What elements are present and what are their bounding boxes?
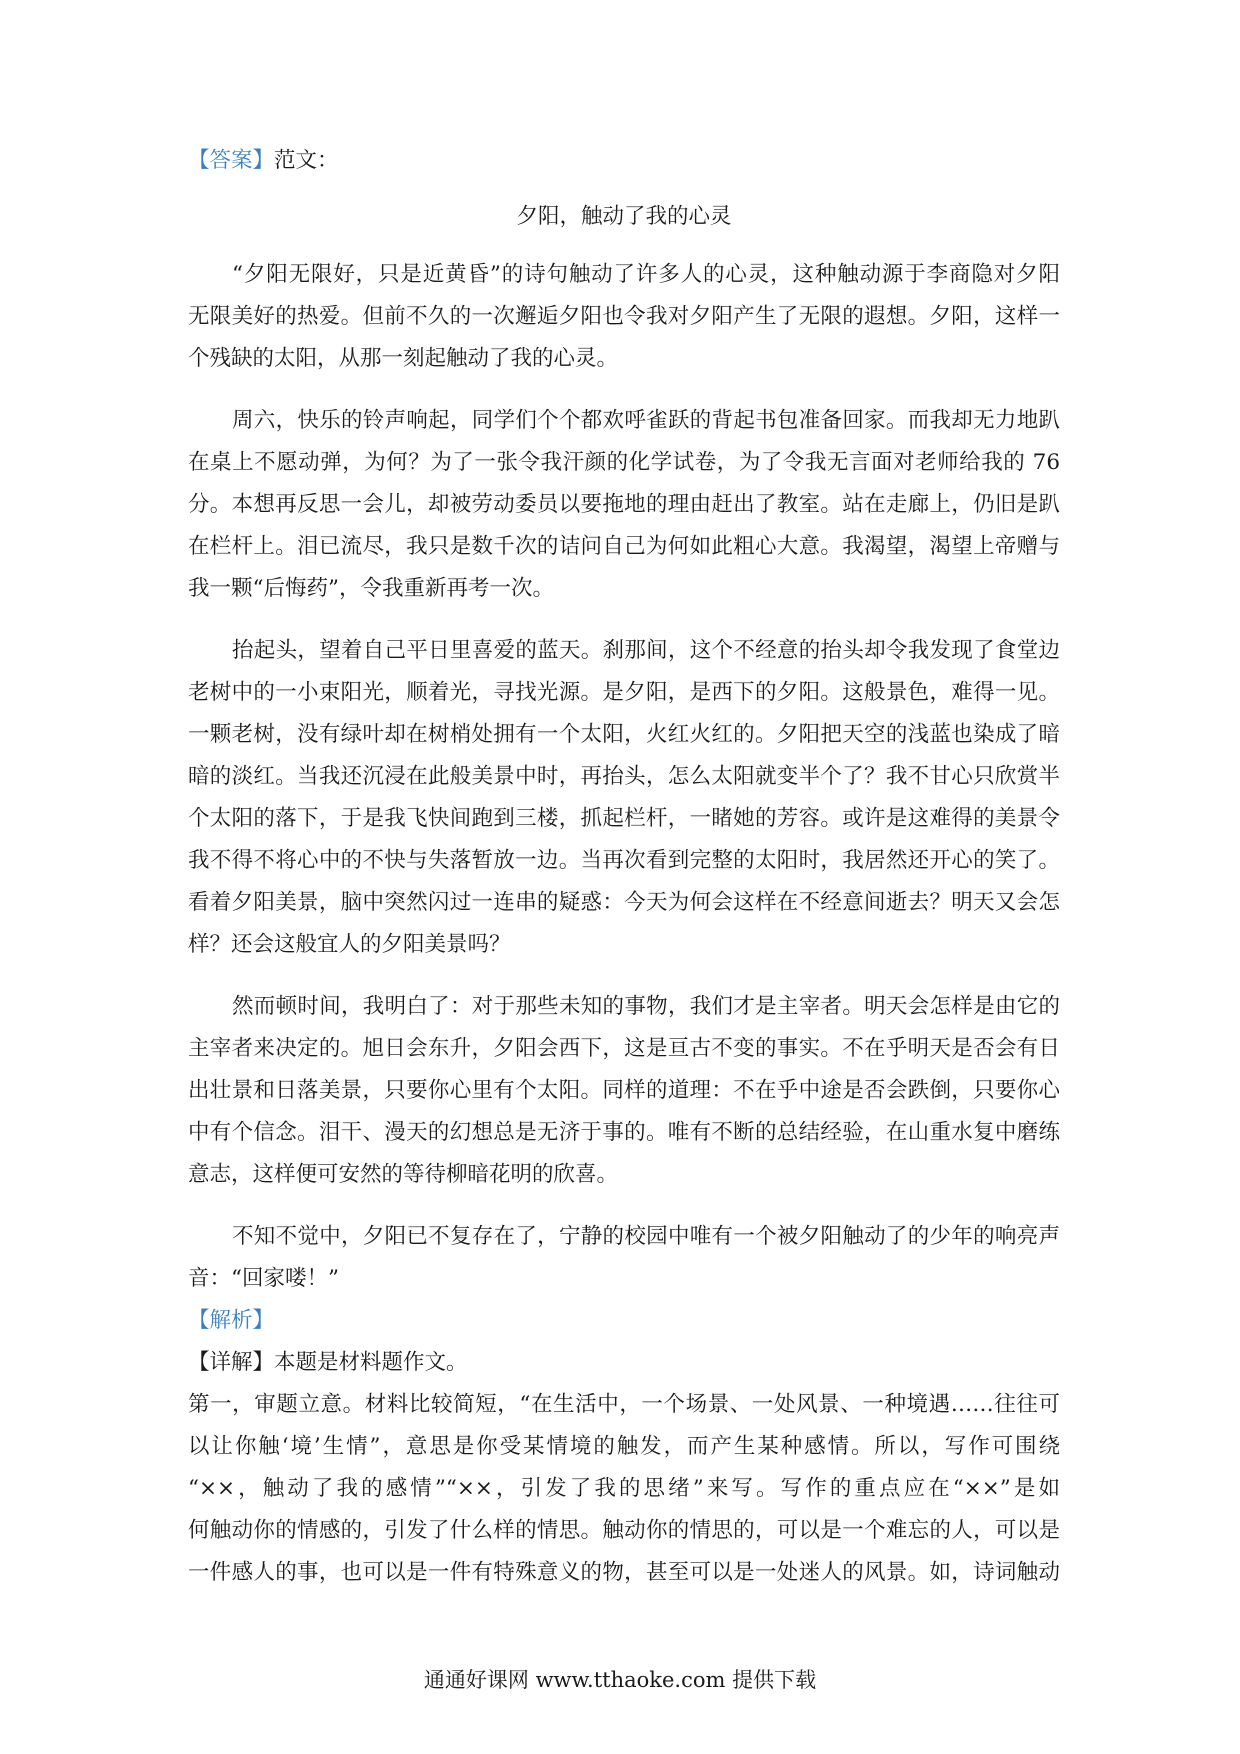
detail-text: 本题是材料题作文。 xyxy=(274,1350,468,1375)
document-content xyxy=(188,140,1060,1594)
text-line: 样？还会这般宜人的夕阳美景吗？ xyxy=(188,932,511,957)
text-line: 分。本想再反思一会儿，却被劳动委员以要拖地的理由赶出了教室。站在走廊上，仍旧是趴 xyxy=(188,492,1060,517)
text-line: “夕阳无限好，只是近黄昏”的诗句触动了许多人的心灵，这种触动源于李商隐对夕阳 xyxy=(232,262,1060,287)
text-line: “××，触动了我的感情”“××，引发了我的思绪”来写。写作的重点应在“××”是如 xyxy=(188,1476,1060,1501)
essay-paragraph xyxy=(188,986,1060,1196)
text-line: 个太阳的落下，于是我飞快间跑到三楼，抓起栏杆，一睹她的芳容。或许是这难得的美景令 xyxy=(188,806,1060,831)
page-footer: 通通好课网 www.tthaoke.com 提供下载 xyxy=(423,1668,817,1692)
analysis-heading xyxy=(188,1300,1060,1342)
text-line: 一件感人的事，也可以是一件有特殊意义的物，甚至可以是一处迷人的风景。如，诗词触动 xyxy=(188,1560,1060,1585)
text-line: 何触动你的情感的，引发了什么样的情思。触动你的情思的，可以是一个难忘的人，可以是 xyxy=(188,1518,1060,1543)
answer-line xyxy=(188,140,1060,182)
text-line: 周六，快乐的铃声响起，同学们个个都欢呼雀跃的背起书包准备回家。而我却无力地趴 xyxy=(232,408,1060,433)
text-line: 中有个信念。泪干、漫天的幻想总是无济于事的。唯有不断的总结经验，在山重水复中磨练 xyxy=(188,1120,1060,1145)
answer-tag: 【答案】 xyxy=(188,148,275,173)
text-line: 老树中的一小束阳光，顺着光，寻找光源。是夕阳，是西下的夕阳。这般景色，难得一见。 xyxy=(188,680,1060,705)
text-line: 主宰者来决定的。旭日会东升，夕阳会西下，这是亘古不变的事实。不在乎明天是否会有日 xyxy=(188,1036,1060,1061)
answer-text: 范文： xyxy=(274,148,339,173)
essay-title: 夕阳，触动了我的心灵 xyxy=(516,204,732,229)
analysis-body xyxy=(188,1384,1060,1594)
text-line: 在桌上不愿动弹，为何？为了一张令我汗颜的化学试卷，为了令我无言面对老师给我的 76 xyxy=(188,450,1060,475)
detail-line xyxy=(188,1342,1060,1384)
essay-paragraph xyxy=(188,1216,1060,1300)
text-line: 然而顿时间，我明白了：对于那些未知的事物，我们才是主宰者。明天会怎样是由它的 xyxy=(232,994,1060,1019)
text-line: 暗的淡红。当我还沉浸在此般美景中时，再抬头，怎么太阳就变半个了？我不甘心只欣赏半 xyxy=(188,764,1060,789)
text-line: 一颗老树，没有绿叶却在树梢处拥有一个太阳，火红火红的。夕阳把天空的浅蓝也染成了暗 xyxy=(188,722,1060,747)
text-line: 意志，这样便可安然的等待柳暗花明的欣喜。 xyxy=(188,1162,619,1187)
text-line: 我不得不将心中的不快与失落暂放一边。当再次看到完整的太阳时，我居然还开心的笑了。 xyxy=(188,848,1060,873)
text-line: 在栏杆上。泪已流尽，我只是数千次的诘问自己为何如此粗心大意。我渴望，渴望上帝赠与 xyxy=(188,534,1060,559)
essay-paragraph xyxy=(188,254,1060,380)
text-line: 我一颗“后悔药”，令我重新再考一次。 xyxy=(188,576,554,601)
detail-tag: 【详解】 xyxy=(188,1350,275,1375)
text-line: 出壮景和日落美景，只要你心里有个太阳。同样的道理：不在乎中途是否会跌倒，只要你心 xyxy=(188,1078,1060,1103)
text-line: 看着夕阳美景，脑中突然闪过一连串的疑惑：今天为何会这样在不经意间逝去？明天又会怎 xyxy=(188,890,1060,915)
text-line: 无限美好的热爱。但前不久的一次邂逅夕阳也令我对夕阳产生了无限的遐想。夕阳，这样一 xyxy=(188,304,1060,329)
text-line: 以让你触‘境’生情”，意思是你受某情境的触发，而产生某种感情。所以，写作可围绕 xyxy=(188,1434,1060,1459)
analysis-tag: 【解析】 xyxy=(188,1308,275,1333)
text-line: 第一，审题立意。材料比较简短，“在生活中，一个场景、一处风景、一种境遇……往往可 xyxy=(188,1392,1060,1417)
text-line: 音：“回家喽！” xyxy=(188,1266,339,1291)
text-line: 个残缺的太阳，从那一刻起触动了我的心灵。 xyxy=(188,346,619,371)
text-line: 抬起头，望着自己平日里喜爱的蓝天。刹那间，这个不经意的抬头却令我发现了食堂边 xyxy=(232,638,1060,663)
text-line: 不知不觉中，夕阳已不复存在了，宁静的校园中唯有一个被夕阳触动了的少年的响亮声 xyxy=(232,1224,1060,1249)
essay-paragraph xyxy=(188,400,1060,610)
essay-paragraph xyxy=(188,630,1060,966)
